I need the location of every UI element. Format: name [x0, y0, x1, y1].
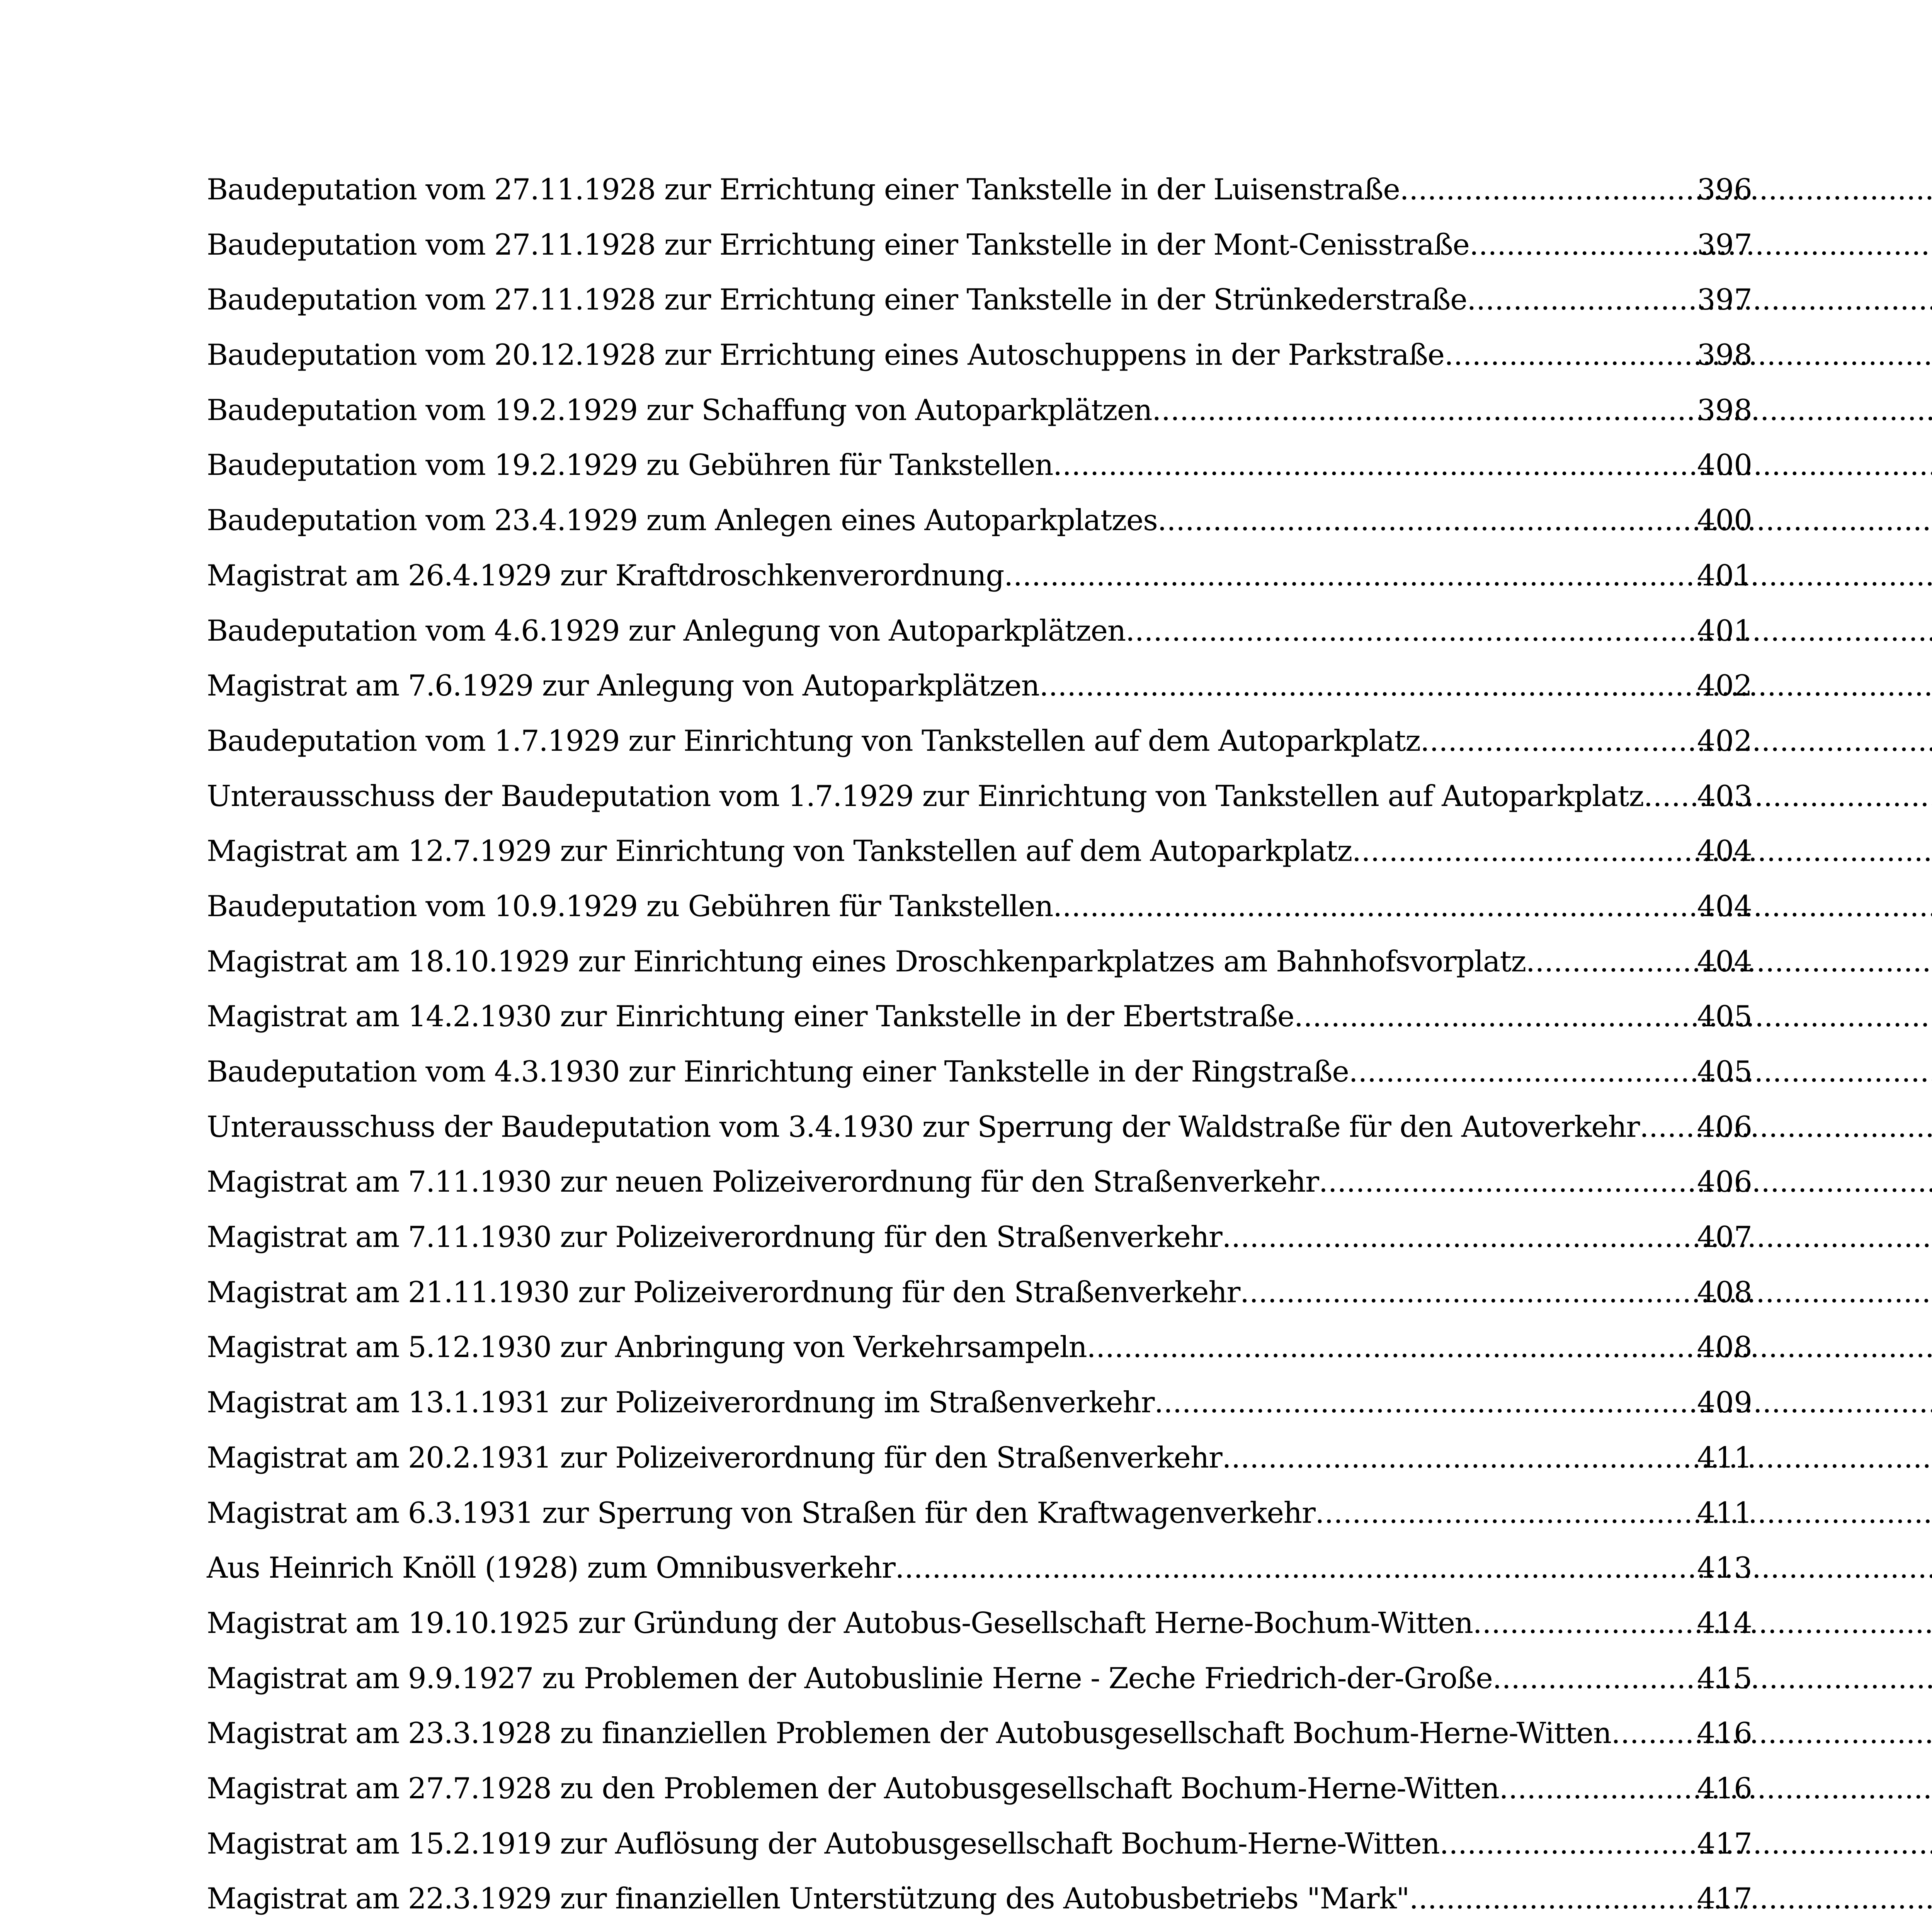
toc-entry-title: Baudeputation vom 10.9.1929 zu Gebühren für Tankstellen: [207, 889, 1053, 923]
toc-dot-leader: [1440, 1827, 1696, 1861]
toc-entry-title: Magistrat am 5.12.1930 zur Anbringung von Verkehrsampeln: [207, 1330, 1087, 1364]
toc-entry-page-number: 398: [1697, 338, 1752, 372]
toc-entry-page-number: 397: [1697, 282, 1752, 317]
toc-entry-title: Unterausschuss der Baudeputation vom 1.7.1929 zur Einrichtung von Tankstellen auf Autoparkplatz: [207, 779, 1644, 813]
toc-entry-page-number: 417: [1697, 1881, 1752, 1916]
toc-entry-page-number: 408: [1697, 1275, 1752, 1309]
toc-entry[interactable]: [207, 393, 1752, 448]
toc-dot-leader: [1499, 1771, 1696, 1805]
toc-dot-leader: [1154, 1385, 1696, 1419]
toc-entry-page-number: 396: [1697, 172, 1752, 206]
toc-dot-leader: [1222, 1440, 1696, 1475]
toc-entry-title: Aus Heinrich Knöll (1928) zum Omnibusverkehr: [207, 1551, 895, 1585]
toc-entry-title: Magistrat am 27.7.1928 zu den Problemen der Autobusgesellschaft Bochum-Herne-Witten: [207, 1771, 1499, 1805]
toc-dot-leader: [1158, 503, 1696, 537]
toc-entry-title: Baudeputation vom 4.3.1930 zur Einrichtung einer Tankstelle in der Ringstraße: [207, 1054, 1349, 1088]
toc-entry-page-number: 404: [1697, 834, 1752, 868]
toc-entry-page-number: 416: [1697, 1771, 1752, 1805]
toc-dot-leader: [1639, 1110, 1696, 1144]
toc-entry-page-number: 409: [1697, 1385, 1752, 1420]
toc-entry[interactable]: [207, 282, 1752, 338]
toc-dot-leader: [1473, 1606, 1696, 1640]
toc-entry-title: Magistrat am 9.9.1927 zu Problemen der Autobuslinie Herne - Zeche Friedrich-der-Große: [207, 1661, 1493, 1695]
table-of-contents: [207, 172, 1752, 1932]
toc-entry[interactable]: [207, 668, 1752, 724]
toc-entry[interactable]: [207, 944, 1752, 1000]
toc-entry-title: Magistrat am 19.10.1925 zur Gründung der Autobus-Gesellschaft Herne-Bochum-Witten: [207, 1605, 1473, 1640]
toc-dot-leader: [1526, 944, 1696, 978]
toc-dot-leader: [1240, 1275, 1696, 1309]
toc-dot-leader: [1087, 1330, 1696, 1364]
toc-dot-leader: [895, 1551, 1696, 1585]
toc-entry-page-number: 404: [1697, 944, 1752, 978]
toc-entry-page-number: 414: [1697, 1605, 1752, 1640]
toc-entry-title: Magistrat am 7.11.1930 zur Polizeiverordnung für den Straßenverkehr: [207, 1220, 1222, 1254]
toc-entry-page-number: 402: [1697, 723, 1752, 758]
toc-entry-page-number: 406: [1697, 1165, 1752, 1199]
toc-entry-title: Baudeputation vom 27.11.1928 zur Errichtung einer Tankstelle in der Strünkederstraße: [207, 282, 1467, 317]
toc-dot-leader: [1053, 889, 1696, 923]
toc-dot-leader: [1004, 558, 1696, 592]
toc-entry[interactable]: [207, 1606, 1752, 1661]
toc-entry[interactable]: [207, 1440, 1752, 1496]
toc-entry-title: Magistrat am 13.1.1931 zur Polizeiverordnung im Straßenverkehr: [207, 1385, 1155, 1420]
toc-dot-leader: [1222, 1220, 1696, 1254]
toc-dot-leader: [1644, 779, 1696, 813]
toc-dot-leader: [1469, 228, 1696, 262]
toc-dot-leader: [1409, 1881, 1696, 1915]
toc-entry-title: Baudeputation vom 4.6.1929 zur Anlegung von Autoparkplätzen: [207, 613, 1126, 648]
toc-entry-title: Magistrat am 7.6.1929 zur Anlegung von Autoparkplätzen: [207, 668, 1039, 703]
toc-entry[interactable]: [207, 558, 1752, 614]
toc-entry-page-number: 416: [1697, 1716, 1752, 1750]
toc-entry-page-number: 407: [1697, 1220, 1752, 1254]
toc-entry-page-number: 402: [1697, 668, 1752, 703]
toc-entry[interactable]: [207, 1275, 1752, 1330]
toc-entry-title: Baudeputation vom 1.7.1929 zur Einrichtung von Tankstellen auf dem Autoparkplatz: [207, 723, 1420, 758]
toc-entry-page-number: 415: [1697, 1661, 1752, 1695]
toc-entry[interactable]: [207, 1881, 1752, 1932]
toc-entry-page-number: 397: [1697, 227, 1752, 262]
toc-dot-leader: [1493, 1661, 1696, 1695]
toc-entry-title: Unterausschuss der Baudeputation vom 3.4.1930 zur Sperrung der Waldstraße für den Autoverkehr: [207, 1109, 1640, 1144]
toc-entry-page-number: 417: [1697, 1826, 1752, 1861]
toc-entry-page-number: 400: [1697, 503, 1752, 537]
toc-entry[interactable]: [207, 999, 1752, 1054]
toc-entry[interactable]: [207, 1165, 1752, 1220]
toc-entry[interactable]: [207, 228, 1752, 283]
toc-entry[interactable]: [207, 1054, 1752, 1110]
toc-entry-page-number: 405: [1697, 1054, 1752, 1088]
toc-dot-leader: [1319, 1165, 1696, 1199]
toc-dot-leader: [1294, 999, 1696, 1033]
toc-entry-page-number: 404: [1697, 889, 1752, 923]
toc-entry-title: Baudeputation vom 27.11.1928 zur Errichtung einer Tankstelle in der Mont-Cenisstraße: [207, 227, 1469, 262]
toc-entry-page-number: 411: [1697, 1440, 1752, 1475]
toc-entry-page-number: 413: [1697, 1551, 1752, 1585]
toc-entry[interactable]: [207, 1551, 1752, 1606]
toc-dot-leader: [1420, 724, 1696, 758]
toc-entry-title: Magistrat am 15.2.1919 zur Auflösung der Autobusgesellschaft Bochum-Herne-Witten: [207, 1826, 1440, 1861]
toc-entry[interactable]: [207, 779, 1752, 834]
toc-dot-leader: [1039, 668, 1696, 702]
toc-entry-page-number: 400: [1697, 448, 1752, 482]
toc-dot-leader: [1349, 1054, 1696, 1088]
toc-entry-page-number: 411: [1697, 1495, 1752, 1530]
toc-dot-leader: [1400, 172, 1696, 206]
toc-entry-page-number: 406: [1697, 1109, 1752, 1144]
toc-entry[interactable]: [207, 1330, 1752, 1385]
toc-entry[interactable]: [207, 172, 1752, 228]
toc-entry-title: Magistrat am 21.11.1930 zur Polizeiverordnung für den Straßenverkehr: [207, 1275, 1240, 1309]
toc-entry-title: Baudeputation vom 19.2.1929 zur Schaffung von Autoparkplätzen: [207, 393, 1152, 427]
toc-entry-title: Magistrat am 20.2.1931 zur Polizeiverordnung für den Straßenverkehr: [207, 1440, 1222, 1475]
toc-entry-title: Magistrat am 12.7.1929 zur Einrichtung von Tankstellen auf dem Autoparkplatz: [207, 834, 1352, 868]
toc-dot-leader: [1611, 1716, 1696, 1750]
toc-dot-leader: [1315, 1496, 1696, 1530]
toc-entry[interactable]: [207, 1661, 1752, 1716]
toc-entry[interactable]: [207, 834, 1752, 889]
toc-entry[interactable]: [207, 1220, 1752, 1275]
toc-dot-leader: [1467, 282, 1696, 316]
toc-entry[interactable]: [207, 448, 1752, 503]
toc-entry[interactable]: [207, 1110, 1752, 1165]
toc-entry-page-number: 408: [1697, 1330, 1752, 1364]
toc-entry-title: Magistrat am 22.3.1929 zur finanziellen Unterstützung des Autobusbetriebs "Mark": [207, 1881, 1409, 1916]
toc-entry-title: Magistrat am 18.10.1929 zur Einrichtung eines Droschkenparkplatzes am Bahnhofsvorplatz: [207, 944, 1526, 978]
toc-entry[interactable]: [207, 889, 1752, 944]
toc-entry-title: Magistrat am 7.11.1930 zur neuen Polizeiverordnung für den Straßenverkehr: [207, 1165, 1319, 1199]
toc-dot-leader: [1152, 393, 1696, 427]
toc-entry-page-number: 401: [1697, 613, 1752, 648]
toc-entry-title: Baudeputation vom 27.11.1928 zur Errichtung einer Tankstelle in der Luisenstraße: [207, 172, 1400, 206]
toc-entry[interactable]: [207, 1827, 1752, 1882]
toc-entry-title: Baudeputation vom 23.4.1929 zum Anlegen eines Autoparkplatzes: [207, 503, 1158, 537]
toc-dot-leader: [1444, 338, 1696, 372]
toc-entry[interactable]: [207, 614, 1752, 669]
toc-entry[interactable]: [207, 1771, 1752, 1827]
toc-entry-title: Baudeputation vom 19.2.1929 zu Gebühren für Tankstellen: [207, 448, 1053, 482]
toc-entry-title: Baudeputation vom 20.12.1928 zur Errichtung eines Autoschuppens in der Parkstraße: [207, 338, 1444, 372]
toc-entry-title: Magistrat am 26.4.1929 zur Kraftdroschkenverordnung: [207, 558, 1004, 592]
toc-dot-leader: [1352, 834, 1696, 868]
toc-entry[interactable]: [207, 1496, 1752, 1551]
toc-entry[interactable]: [207, 724, 1752, 779]
toc-entry[interactable]: [207, 1385, 1752, 1440]
toc-entry-title: Magistrat am 6.3.1931 zur Sperrung von Straßen für den Kraftwagenverkehr: [207, 1495, 1315, 1530]
toc-entry-title: Magistrat am 23.3.1928 zu finanziellen Problemen der Autobusgesellschaft Bochum-Herne-Witten: [207, 1716, 1611, 1750]
toc-entry-title: Magistrat am 14.2.1930 zur Einrichtung einer Tankstelle in der Ebertstraße: [207, 999, 1294, 1034]
toc-entry-page-number: 403: [1697, 779, 1752, 813]
toc-dot-leader: [1126, 614, 1696, 648]
toc-entry-page-number: 398: [1697, 393, 1752, 427]
toc-entry-page-number: 405: [1697, 999, 1752, 1034]
toc-entry[interactable]: [207, 503, 1752, 558]
toc-entry-page-number: 401: [1697, 558, 1752, 592]
toc-dot-leader: [1053, 448, 1696, 482]
toc-entry[interactable]: [207, 1716, 1752, 1771]
toc-entry[interactable]: [207, 338, 1752, 393]
